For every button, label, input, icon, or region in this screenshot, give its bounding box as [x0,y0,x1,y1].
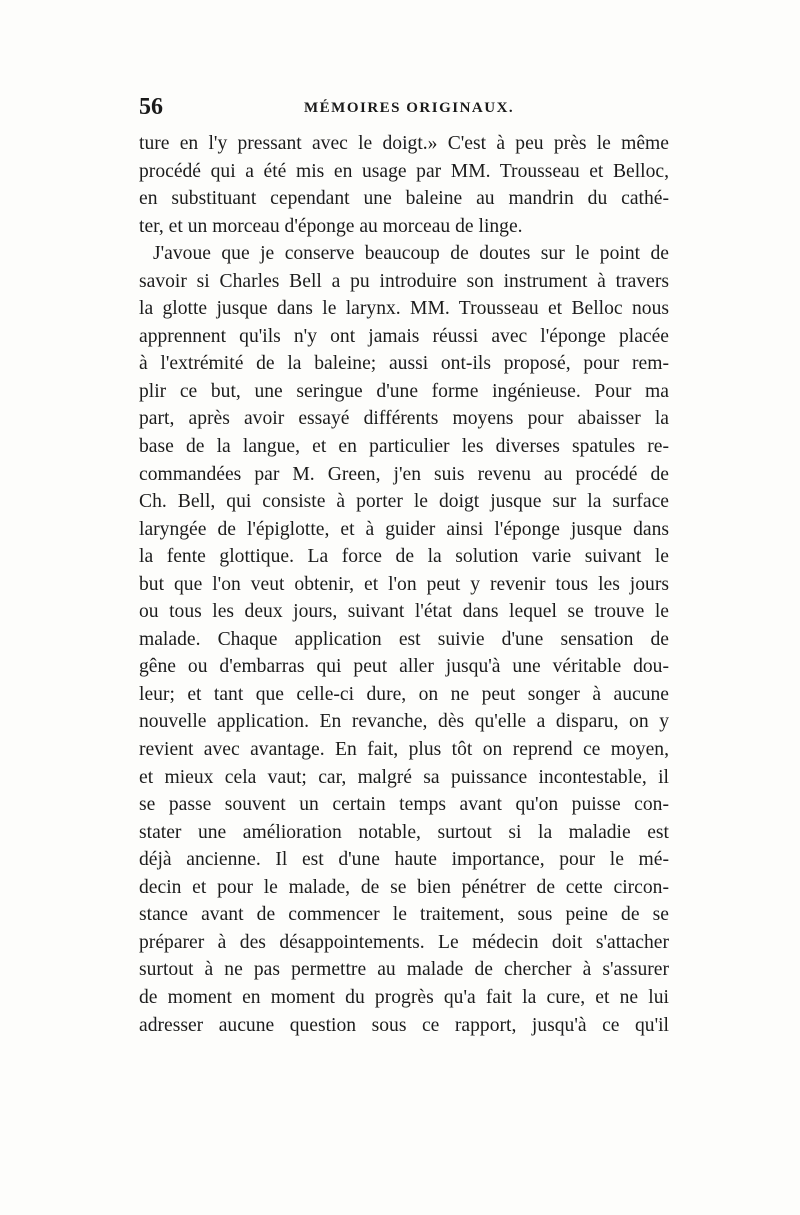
text-line: decin et pour le malade, de se bien pénétrer de cette circon- [139,876,669,898]
text-line: part, après avoir essayé différents moyens pour abaisser la [139,408,669,430]
text-line: déjà ancienne. Il est d'une haute importance, pour le mé- [139,849,669,871]
page-header [139,94,669,124]
text-line: de moment en moment du progrès qu'a fait la cure, et ne lui [139,986,669,1008]
text-line: stater une amélioration notable, surtout si la maladie est [139,821,669,843]
text-line: à l'extrémité de la baleine; aussi ont-ils proposé, pour rem- [139,353,669,375]
text-line: surtout à ne pas permettre au malade de chercher à s'assurer [139,959,669,981]
page-number: 56 [139,94,163,120]
text-line: ture en l'y pressant avec le doigt.» C'est à peu près le même [139,133,669,154]
text-line: commandées par M. Green, j'en suis revenu au procédé de [139,463,669,485]
text-line: savoir si Charles Bell a pu introduire son instrument à travers [139,270,669,292]
text-line: en substituant cependant une baleine au mandrin du cathé- [139,188,669,210]
text-line: la fente glottique. La force de la solution varie suivant le [139,546,669,568]
text-line: revient avec avantage. En fait, plus tôt on reprend ce moyen, [139,739,669,761]
text-line: stance avant de commencer le traitement, sous peine de se [139,904,669,926]
text-line: plir ce but, une seringue d'une forme ingénieuse. Pour ma [139,380,669,402]
text-line: préparer à des désappointements. Le médecin doit s'attacher [139,931,669,953]
text-line: se passe souvent un certain temps avant qu'on puisse con- [139,794,669,816]
text-line: leur; et tant que celle-ci dure, on ne peut songer à aucune [139,683,669,705]
text-line: J'avoue que je conserve beaucoup de doutes sur le point de [153,243,669,265]
text-line: laryngée de l'épiglotte, et à guider ainsi l'éponge jusque dans [139,518,669,540]
running-head: MÉMOIRES ORIGINAUX. [304,100,515,116]
text-line: adresser aucune question sous ce rapport, jusqu'à ce qu'il [139,1014,669,1036]
text-line: procédé qui a été mis en usage par MM. Trousseau et Belloc, [139,160,669,182]
text-line: gêne ou d'embarras qui peut aller jusqu'à une véritable dou- [139,656,669,678]
text-line: apprennent qu'ils n'y ont jamais réussi avec l'éponge placée [139,325,669,347]
text-line: nouvelle application. En revanche, dès qu'elle a disparu, on y [139,711,669,733]
text-line: base de la langue, et en particulier les diverses spatules re- [139,436,669,458]
text-line: ou tous les deux jours, suivant l'état dans lequel se trouve le [139,601,669,623]
body-text [139,130,669,1039]
text-line: et mieux cela vaut; car, malgré sa puissance incontestable, il [139,766,669,788]
text-line: malade. Chaque application est suivie d'une sensation de [139,628,669,650]
text-line: la glotte jusque dans le larynx. MM. Trousseau et Belloc nous [139,298,669,320]
text-line: Ch. Bell, qui consiste à porter le doigt jusque sur la surface [139,491,669,513]
text-line: but que l'on veut obtenir, et l'on peut y revenir tous les jours [139,573,669,595]
text-line: ter, et un morceau d'éponge au morceau de linge. [139,215,523,237]
